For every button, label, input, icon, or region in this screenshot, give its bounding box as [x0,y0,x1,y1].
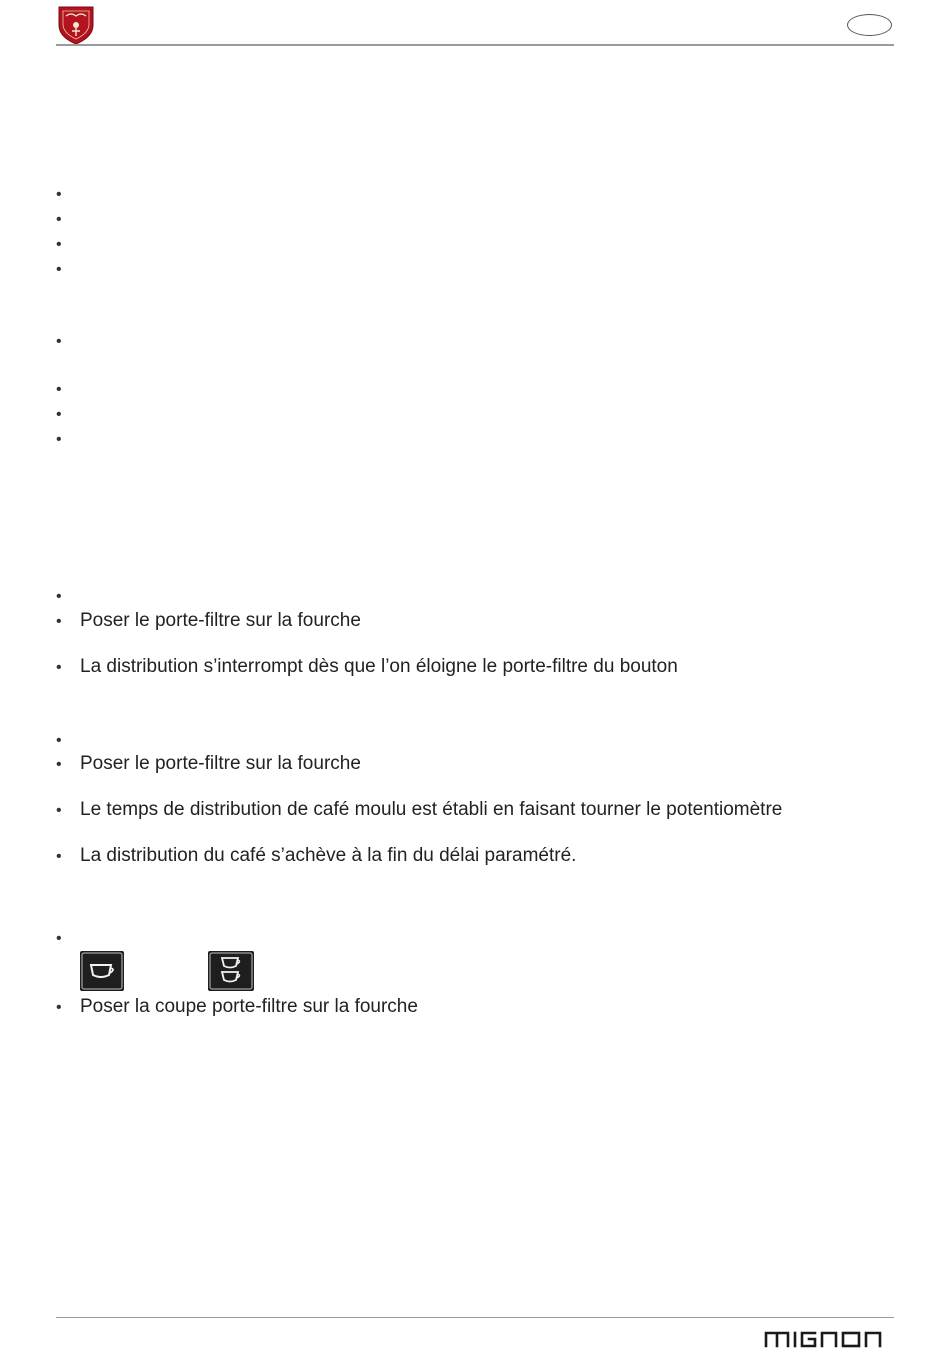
bullet-marker: • [56,406,62,423]
bullet-marker: • [56,756,62,773]
bullet-marker: • [56,431,62,448]
double-cup-icon [208,951,254,991]
bullet-marker: • [56,236,62,253]
bullet-marker: • [56,999,62,1016]
list-item-text: Poser la coupe porte-filtre sur la fourche [80,996,418,1017]
single-cup-icon [80,951,124,991]
language-badge-icon [847,14,892,36]
bullet-marker: • [56,381,62,398]
bullet-marker: • [56,211,62,228]
bullet-marker: • [56,848,62,865]
header-divider [56,44,894,46]
bullet-marker: • [56,588,62,605]
list-item-text: La distribution du café s’achève à la fin du délai paramétré. [80,845,577,866]
list-item-text: Poser le porte-filtre sur la fourche [80,753,361,774]
list-item-text: La distribution s’interrompt dès que l’on éloigne le porte-filtre du bouton [80,656,678,677]
list-item-text: Le temps de distribution de café moulu est établi en faisant tourner le potentiomètre [80,799,783,820]
bullet-marker: • [56,659,62,676]
bullet-marker: • [56,333,62,350]
list-item-text: Poser le porte-filtre sur la fourche [80,610,361,631]
single-cup-button [80,951,124,991]
bullet-marker: • [56,930,62,947]
mignon-brand-logo-icon [764,1328,894,1348]
double-cup-button [208,951,254,991]
footer-divider [56,1317,894,1318]
bullet-marker: • [56,732,62,749]
bullet-marker: • [56,802,62,819]
bullet-marker: • [56,186,62,203]
brand-shield-logo-icon [55,3,97,45]
bullet-marker: • [56,613,62,630]
bullet-marker: • [56,261,62,278]
